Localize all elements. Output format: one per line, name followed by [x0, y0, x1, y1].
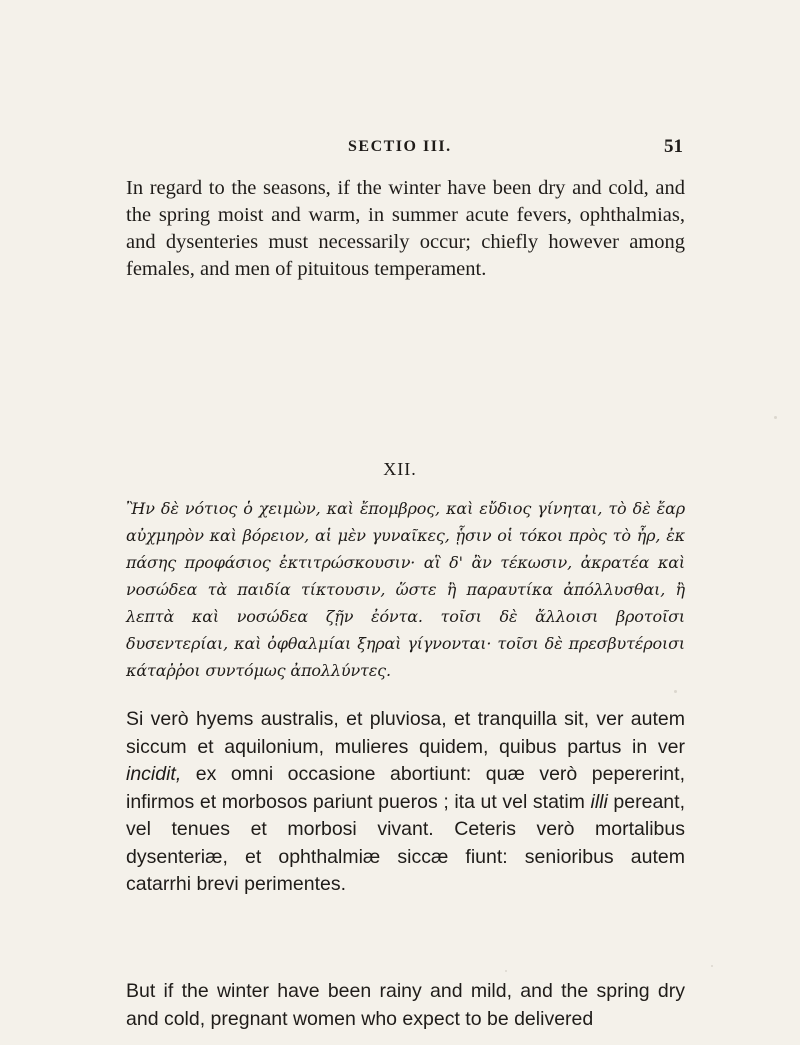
latin-text-segment: ex omni occasione abortiunt: quæ verò pepererint, infirmos et morbosos pariunt pueros ; ita ut vel statim: [126, 763, 685, 813]
latin-text-segment: Si verò hyems australis, et pluviosa, et tranquilla sit, ver autem siccum et aquilonium, mulieres quidem, quibus partus in ver: [126, 708, 685, 758]
latin-text-segment: pereant, vel tenues et morbosi vivant. Ceteris verò mortalibus dysenteriæ, et ophthalmiæ siccæ fiunt: senioribus autem catarrhi brevi perimentes.: [126, 790, 685, 895]
latin-italic-word: illi: [590, 790, 608, 813]
page-number: 51: [664, 136, 683, 157]
paper-speck: [505, 970, 507, 972]
paper-speck: [774, 416, 777, 419]
english-continuation-paragraph: But if the winter have been rainy and mild, and the spring dry and cold, pregnant women who expect to be delivered: [126, 980, 685, 1030]
section-number: XII.: [383, 459, 417, 479]
latin-italic-word: incidit,: [126, 763, 182, 785]
page-header: [0, 138, 800, 162]
running-head: SECTIO III.: [348, 138, 452, 155]
english-translation-paragraph: In regard to the seasons, if the winter have been dry and cold, and the spring moist and warm, in summer acute fevers, ophthalmias, and dysenteries must necessarily occur; chiefly however among females, and men of pituitous temperament.: [126, 177, 685, 280]
paper-speck: [674, 690, 677, 693]
latin-translation-paragraph: [126, 706, 685, 899]
greek-aphorism-paragraph: Ἢν δὲ νότιος ὁ χειμὼν, καὶ ἔπομβρος, καὶ εὔδιος γίνηται, τὸ δὲ ἔαρ αὐχμηρὸν καὶ βόρειον, αἱ μὲν γυναῖκες, ᾗσιν οἱ τόκοι πρὸς τὸ ἦρ, ἐκ πάσης προφάσιος ἐκτιτρώσκουσιν· αἳ δ' ἂν τέκωσιν, ἀκρατέα καὶ νοσώδεα τὰ παιδία τίκτουσιν, ὥστε ἢ παραυτίκα ἀπόλλυσθαι, ἢ λεπτὰ καὶ νοσώδεα ζῇν ἐόντα. τοῖσι δὲ ἄλλοισι βροτοῖσι δυσεντερίαι, καὶ ὀφθαλμίαι ξηραὶ γίγνονται· τοῖσι δὲ πρεσβυτέροισι κάταῤῥοι συντόμως ἀπολλύντες.: [126, 499, 685, 680]
paper-speck: [711, 965, 713, 967]
